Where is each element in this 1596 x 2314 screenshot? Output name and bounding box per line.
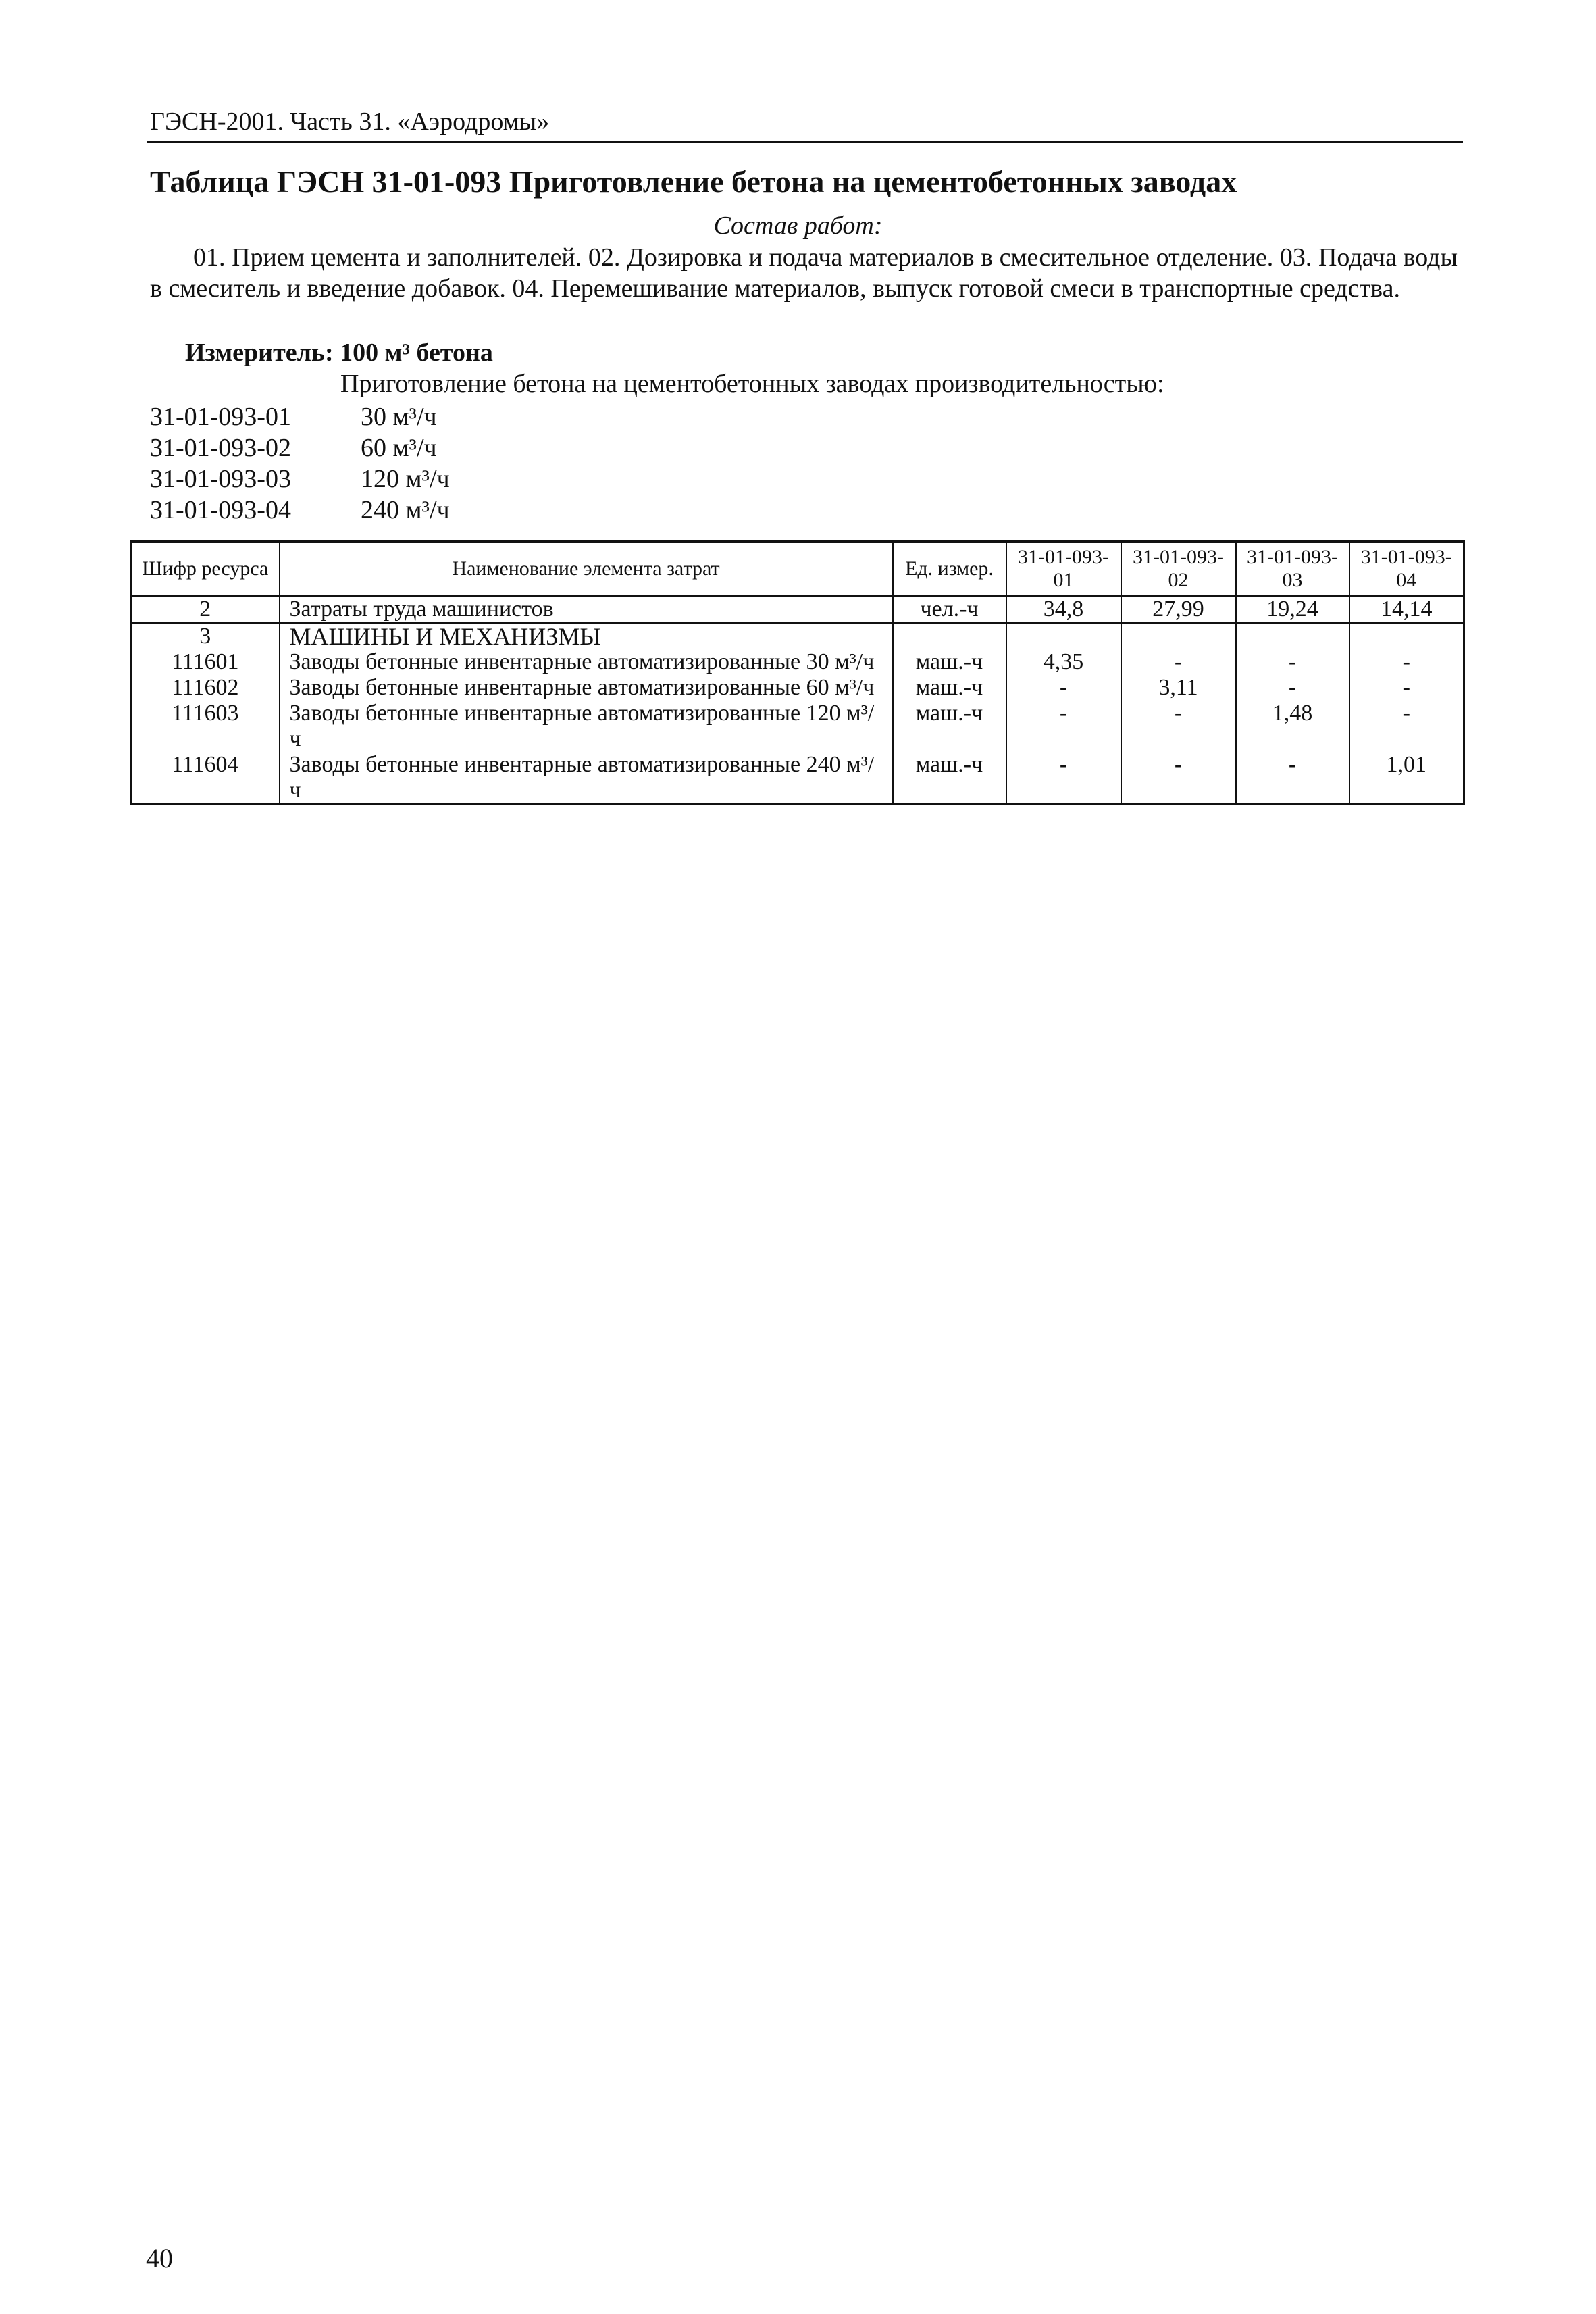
table-row xyxy=(131,752,1464,805)
empty-cell xyxy=(1236,623,1349,649)
value-cell: 14,14 xyxy=(1349,596,1464,623)
header-unit: Ед. измер. xyxy=(893,542,1006,597)
value-cell: - xyxy=(1236,649,1349,675)
value-cell: - xyxy=(1349,701,1464,752)
composition-heading: Состав работ: xyxy=(713,211,883,240)
variant-intro: Приготовление бетона на цементобетонных заводах производительностью: xyxy=(340,370,1164,398)
variant-code: 31-01-093-03 xyxy=(150,465,291,493)
table-row xyxy=(131,701,1464,752)
value-cell: - xyxy=(1121,649,1236,675)
unit-cell: маш.-ч xyxy=(893,649,1006,675)
table-row xyxy=(131,675,1464,701)
variant-row xyxy=(150,495,450,526)
measure-unit: Измеритель: 100 м³ бетона xyxy=(185,338,493,367)
cost-element-name: Заводы бетонные инвентарные автоматизированные 60 м³/ч xyxy=(280,675,893,701)
header-col-093-01: 31-01-093-01 xyxy=(1006,542,1121,597)
value-cell: 1,01 xyxy=(1349,752,1464,805)
variant-capacity: 240 м³/ч xyxy=(361,496,450,524)
resource-code: 111604 xyxy=(131,752,280,805)
value-cell: - xyxy=(1236,675,1349,701)
section-title: МАШИНЫ И МЕХАНИЗМЫ xyxy=(280,623,893,649)
resource-code: 111603 xyxy=(131,701,280,752)
variant-capacity: 120 м³/ч xyxy=(361,465,450,493)
value-cell: - xyxy=(1006,675,1121,701)
page-title: Таблица ГЭСН 31-01-093 Приготовление бетона на цементобетонных заводах xyxy=(150,164,1237,199)
unit-cell: маш.-ч xyxy=(893,752,1006,805)
running-head: ГЭСН-2001. Часть 31. «Аэродромы» xyxy=(150,107,550,136)
header-cost-element: Наименование элемента затрат xyxy=(280,542,893,597)
composition-text: 01. Прием цемента и заполнителей. 02. Дозировка и подача материалов в смесительное отделение. 03. Подача воды в смеситель и введение добавок. 04. Перемешивание материалов, выпуск готовой смеси в транспортные средства. xyxy=(150,243,1458,303)
header-rule xyxy=(147,141,1463,143)
resource-code: 111601 xyxy=(131,649,280,675)
cost-element-name: Затраты труда машинистов xyxy=(280,596,893,623)
unit-cell: маш.-ч xyxy=(893,675,1006,701)
empty-cell xyxy=(1121,623,1236,649)
value-cell: 4,35 xyxy=(1006,649,1121,675)
header-col-093-04: 31-01-093-04 xyxy=(1349,542,1464,597)
value-cell: 3,11 xyxy=(1121,675,1236,701)
cost-element-name: Заводы бетонные инвентарные автоматизированные 30 м³/ч xyxy=(280,649,893,675)
variant-code: 31-01-093-01 xyxy=(150,403,291,431)
header-resource-code: Шифр ресурса xyxy=(131,542,280,597)
value-cell: - xyxy=(1349,649,1464,675)
header-col-093-02: 31-01-093-02 xyxy=(1121,542,1236,597)
empty-cell xyxy=(1349,623,1464,649)
variant-capacity: 30 м³/ч xyxy=(361,403,437,431)
value-cell: 1,48 xyxy=(1236,701,1349,752)
unit-cell: маш.-ч xyxy=(893,701,1006,752)
table-row xyxy=(131,649,1464,675)
variant-row xyxy=(150,432,437,463)
table-row xyxy=(131,596,1464,623)
value-cell: - xyxy=(1236,752,1349,805)
cost-element-name: Заводы бетонные инвентарные автоматизированные 120 м³/ч xyxy=(280,701,893,752)
value-cell: - xyxy=(1006,701,1121,752)
resource-code: 3 xyxy=(131,623,280,649)
resource-code: 2 xyxy=(131,596,280,623)
section-row xyxy=(131,623,1464,649)
cost-table xyxy=(130,540,1465,805)
variant-capacity: 60 м³/ч xyxy=(361,434,437,462)
value-cell: 19,24 xyxy=(1236,596,1349,623)
unit-cell: чел.-ч xyxy=(893,596,1006,623)
value-cell: - xyxy=(1121,701,1236,752)
value-cell: - xyxy=(1006,752,1121,805)
variant-row xyxy=(150,401,437,432)
empty-cell xyxy=(893,623,1006,649)
value-cell: - xyxy=(1349,675,1464,701)
table-header-row xyxy=(131,542,1464,597)
variant-code: 31-01-093-02 xyxy=(150,434,291,462)
value-cell: 27,99 xyxy=(1121,596,1236,623)
variant-code: 31-01-093-04 xyxy=(150,496,291,524)
value-cell: 34,8 xyxy=(1006,596,1121,623)
page-number: 40 xyxy=(146,2243,173,2273)
empty-cell xyxy=(1006,623,1121,649)
resource-code: 111602 xyxy=(131,675,280,701)
header-col-093-03: 31-01-093-03 xyxy=(1236,542,1349,597)
variant-row xyxy=(150,463,450,495)
value-cell: - xyxy=(1121,752,1236,805)
cost-element-name: Заводы бетонные инвентарные автоматизированные 240 м³/ч xyxy=(280,752,893,805)
